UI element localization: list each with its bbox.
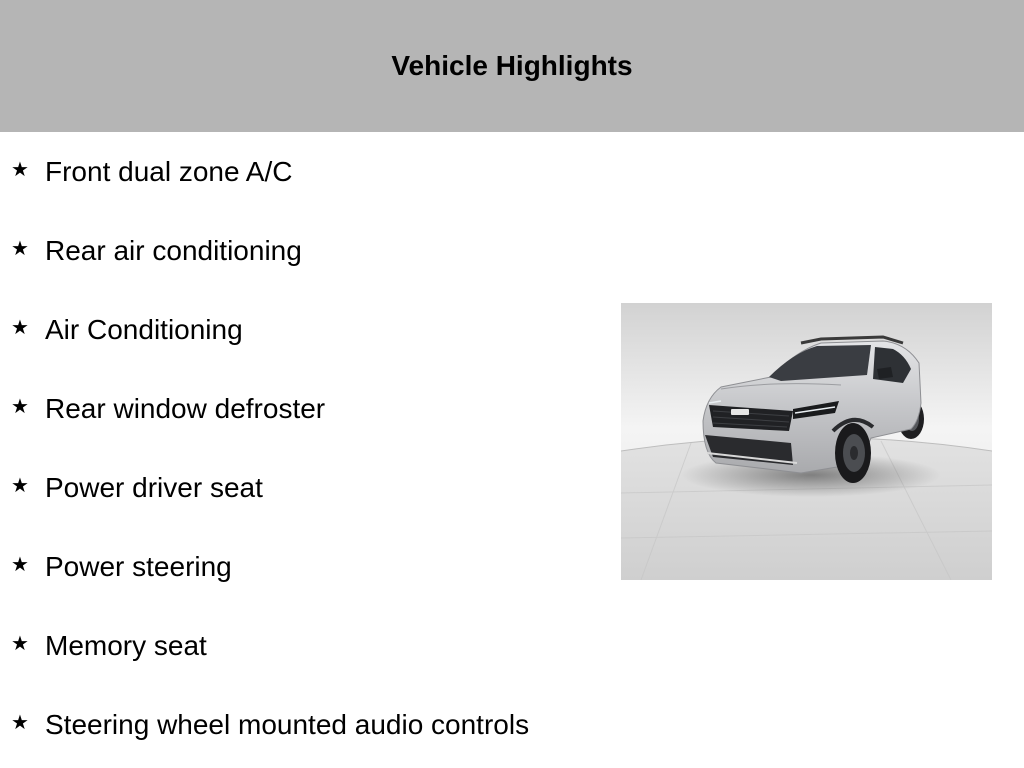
- highlight-label: Air Conditioning: [45, 314, 243, 345]
- list-item: [0, 448, 600, 527]
- highlight-label: Front dual zone A/C: [45, 156, 293, 187]
- highlight-label: Power driver seat: [45, 472, 263, 503]
- page-title: Vehicle Highlights: [391, 50, 633, 81]
- list-item: [0, 527, 600, 606]
- star-icon: ★: [11, 473, 29, 497]
- list-item: [0, 685, 600, 764]
- list-item: [0, 290, 600, 369]
- highlights-list: [0, 132, 600, 764]
- star-icon: ★: [11, 552, 29, 576]
- highlight-label: Steering wheel mounted audio controls: [45, 709, 530, 740]
- list-item: [0, 606, 600, 685]
- star-icon: ★: [11, 710, 29, 734]
- star-icon: ★: [11, 631, 29, 655]
- highlight-label: Power steering: [45, 551, 232, 582]
- vehicle-photo: [621, 303, 992, 580]
- star-icon: ★: [11, 315, 29, 339]
- suv-illustration: [621, 303, 992, 580]
- star-icon: ★: [11, 394, 29, 418]
- highlight-label: Rear air conditioning: [45, 235, 302, 266]
- list-item: [0, 132, 600, 211]
- star-icon: ★: [11, 157, 29, 181]
- list-item: [0, 369, 600, 448]
- highlight-label: Rear window defroster: [45, 393, 326, 424]
- highlight-label: Memory seat: [45, 630, 207, 661]
- header-bar: [0, 0, 1024, 132]
- list-item: [0, 211, 600, 290]
- star-icon: ★: [11, 236, 29, 260]
